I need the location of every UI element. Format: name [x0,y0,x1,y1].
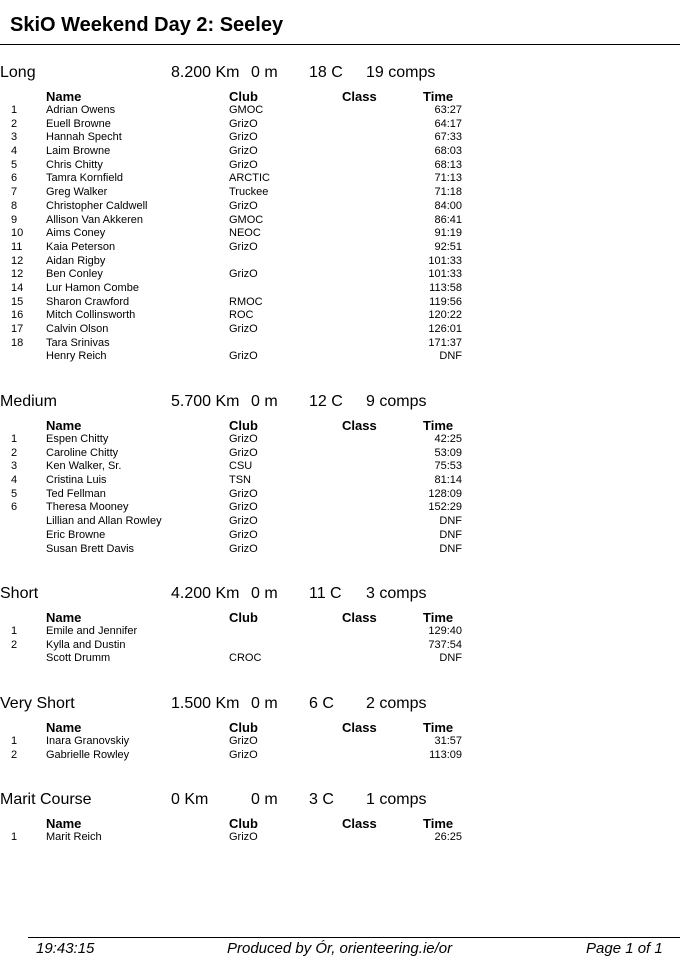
competitor-name: Scott Drumm [46,652,111,665]
class-column-header: Class [342,720,377,735]
result-time: DNF [439,515,462,528]
course-section-long [0,64,680,364]
competitor-name: Susan Brett Davis [46,542,135,555]
competitor-name: Lur Hamon Combe [46,281,139,294]
result-time: DNF [439,528,462,541]
competitor-name: Caroline Chitty [46,446,119,459]
result-time: 26:25 [434,831,462,843]
course-controls: 12 C [309,393,343,410]
result-time: 31:57 [434,735,462,747]
result-time: 737:54 [428,638,462,651]
name-column-header: Name [46,816,82,831]
result-position: 1 [11,433,18,445]
result-time: 129:40 [428,625,462,637]
competitor-name: Sharon Crawford [46,295,130,308]
result-position: 18 [11,336,24,349]
course-header [0,393,680,415]
result-row [0,282,680,296]
competitor-name: Aidan Rigby [46,254,106,267]
competitor-club: GrizO [229,433,258,445]
result-position: 9 [11,213,18,226]
result-row [0,200,680,214]
competitor-club: GrizO [229,748,258,761]
competitor-club: GrizO [229,268,258,281]
competitor-name: Laim Browne [46,145,111,158]
competitor-name: Tara Srinivas [46,336,110,349]
competitor-club: CSU [229,460,253,473]
class-column-header: Class [342,610,377,625]
result-row [0,323,680,337]
course-name: Very Short [0,695,75,712]
result-row [0,145,680,159]
column-headers [0,418,680,433]
competitor-name: Christopher Caldwell [46,199,148,212]
result-time: 42:25 [434,433,462,445]
result-row [0,433,680,447]
result-position: 2 [11,748,18,761]
result-position: 12 [11,254,24,267]
result-time: 101:33 [428,254,462,267]
class-column-header: Class [342,816,377,831]
time-column-header: Time [423,610,454,625]
course-length: 4.200 Km [171,585,240,602]
result-position: 16 [11,309,24,322]
footer-time: 19:43:15 [36,940,95,957]
result-row [0,131,680,145]
result-position: 5 [11,487,18,500]
competitor-name: Eric Browne [46,528,106,541]
result-time: 92:51 [434,240,462,253]
competitor-name: Henry Reich [46,350,107,363]
results-list [0,104,680,364]
competitor-club: GrizO [229,323,258,335]
course-name: Short [0,585,39,602]
result-position: 12 [11,268,24,281]
result-row [0,337,680,351]
competitor-name: Kaia Peterson [46,240,116,253]
result-time: 71:13 [434,172,462,185]
competitor-club: ROC [229,309,254,322]
course-controls: 11 C [309,585,342,602]
result-row [0,831,680,845]
competitor-name: Kylla and Dustin [46,638,126,651]
result-time: DNF [439,652,462,665]
result-row [0,639,680,653]
competitor-name: Hannah Specht [46,131,122,144]
competitor-name: Mitch Collinsworth [46,309,136,322]
result-row [0,447,680,461]
result-time: 171:37 [428,336,462,349]
result-row [0,268,680,282]
name-column-header: Name [46,418,82,433]
course-name: Long [0,64,36,81]
competitor-club: GrizO [229,117,258,130]
competitor-name: Espen Chitty [46,433,109,445]
result-position: 11 [11,240,23,253]
course-length: 8.200 Km [171,64,240,81]
result-time: 63:27 [434,104,462,116]
result-position: 17 [11,323,24,335]
result-row [0,652,680,666]
competitor-club: GrizO [229,515,258,528]
name-column-header: Name [46,89,82,104]
result-position: 7 [11,186,18,199]
competitor-club: GrizO [229,240,258,253]
course-climb: 0 m [251,585,278,602]
result-position: 1 [11,831,18,843]
competitor-club: ARCTIC [229,172,270,185]
results-list [0,433,680,556]
competitor-name: Adrian Owens [46,104,116,116]
competitor-name: Cristina Luis [46,474,107,487]
competitor-club: Truckee [229,186,269,199]
result-time: 128:09 [428,487,462,500]
result-position: 15 [11,295,24,308]
result-position: 4 [11,474,18,487]
time-column-header: Time [423,89,454,104]
course-competitors: 1 comps [366,791,427,808]
club-column-header: Club [229,418,258,433]
competitor-name: Ted Fellman [46,487,106,500]
competitor-club: NEOC [229,227,261,240]
column-headers [0,720,680,735]
competitor-club: GrizO [229,199,258,212]
result-position: 14 [11,281,24,294]
result-position: 6 [11,501,18,514]
course-section-medium [0,393,680,556]
result-row [0,460,680,474]
results-list [0,831,680,845]
page-title: SkiO Weekend Day 2: Seeley [10,14,284,36]
result-position: 1 [11,625,18,637]
column-headers [0,816,680,831]
footer-produced-by: Produced by Ór, orienteering.ie/or [227,940,453,957]
course-climb: 0 m [251,791,278,808]
course-header [0,695,680,717]
result-row [0,255,680,269]
competitor-club: GrizO [229,487,258,500]
course-header [0,791,680,813]
result-row [0,749,680,763]
course-climb: 0 m [251,393,278,410]
competitor-name: Allison Van Akkeren [46,213,144,226]
column-headers [0,610,680,625]
result-time: 71:18 [434,186,462,199]
competitor-club: GrizO [229,145,258,158]
course-header [0,585,680,607]
competitor-name: Euell Browne [46,117,111,130]
course-climb: 0 m [251,64,278,81]
name-column-header: Name [46,610,82,625]
result-time: 64:17 [434,117,462,130]
result-position: 6 [11,172,18,185]
competitor-name: Lillian and Allan Rowley [46,515,162,528]
competitor-name: Ken Walker, Sr. [46,460,122,473]
club-column-header: Club [229,610,258,625]
result-row [0,529,680,543]
result-position: 1 [11,104,18,116]
result-row [0,515,680,529]
result-time: 81:14 [434,474,462,487]
result-time: 53:09 [434,446,462,459]
course-section-very-short [0,695,680,762]
competitor-club: GrizO [229,528,258,541]
course-climb: 0 m [251,695,278,712]
competitor-name: Chris Chitty [46,158,103,171]
name-column-header: Name [46,720,82,735]
competitor-club: GrizO [229,735,258,747]
course-controls: 3 C [309,791,334,808]
results-list [0,625,680,666]
club-column-header: Club [229,816,258,831]
competitor-name: Gabrielle Rowley [46,748,130,761]
result-row [0,214,680,228]
competitor-name: Calvin Olson [46,323,109,335]
result-position: 3 [11,460,18,473]
result-time: 67:33 [434,131,462,144]
time-column-header: Time [423,418,454,433]
course-length: 1.500 Km [171,695,240,712]
result-row [0,227,680,241]
course-competitors: 9 comps [366,393,427,410]
competitor-club: GrizO [229,350,258,363]
result-row [0,186,680,200]
result-time: 68:13 [434,158,462,171]
competitor-club: GMOC [229,104,264,116]
result-row [0,159,680,173]
competitor-name: Emile and Jennifer [46,625,138,637]
club-column-header: Club [229,720,258,735]
course-name: Medium [0,393,57,410]
result-time: 84:00 [434,199,462,212]
competitor-name: Aims Coney [46,227,106,240]
class-column-header: Class [342,89,377,104]
course-competitors: 2 comps [366,695,427,712]
result-position: 2 [11,446,18,459]
result-row [0,625,680,639]
competitor-name: Theresa Mooney [46,501,129,514]
competitor-name: Tamra Kornfield [46,172,124,185]
competitor-name: Ben Conley [46,268,103,281]
time-column-header: Time [423,720,454,735]
course-header [0,64,680,86]
result-row [0,501,680,515]
result-time: 101:33 [428,268,462,281]
result-position: 4 [11,145,18,158]
course-competitors: 3 comps [366,585,427,602]
title-divider [0,44,680,45]
course-name: Marit Course [0,791,92,808]
club-column-header: Club [229,89,258,104]
result-time: 120:22 [428,309,462,322]
course-competitors: 19 comps [366,64,436,81]
result-row [0,118,680,132]
result-row [0,296,680,310]
result-row [0,172,680,186]
course-length: 5.700 Km [171,393,240,410]
result-row [0,543,680,557]
footer-divider [28,937,680,938]
competitor-club: CROC [229,652,262,665]
competitor-name: Inara Granovskiy [46,735,130,747]
footer-page-number: Page 1 of 1 [586,940,663,957]
result-position: 2 [11,117,18,130]
competitor-club: GMOC [229,213,264,226]
course-section-marit [0,791,680,845]
result-time: 152:29 [428,501,462,514]
time-column-header: Time [423,816,454,831]
result-row [0,241,680,255]
result-time: 91:19 [434,227,462,240]
course-section-short [0,585,680,666]
result-row [0,735,680,749]
result-time: 113:58 [429,281,462,294]
result-position: 10 [11,227,24,240]
competitor-club: GrizO [229,446,258,459]
result-row [0,309,680,323]
results-list [0,735,680,762]
competitor-club: GrizO [229,158,258,171]
competitor-club: RMOC [229,295,263,308]
result-time: DNF [439,350,462,363]
result-position: 5 [11,158,18,171]
result-time: 113:09 [429,748,462,761]
result-time: 68:03 [434,145,462,158]
course-controls: 6 C [309,695,334,712]
result-time: 75:53 [434,460,462,473]
class-column-header: Class [342,418,377,433]
result-position: 3 [11,131,18,144]
result-time: DNF [439,542,462,555]
result-time: 86:41 [434,213,462,226]
competitor-name: Greg Walker [46,186,108,199]
result-position: 1 [11,735,18,747]
competitor-club: GrizO [229,542,258,555]
competitor-club: GrizO [229,131,258,144]
result-row [0,488,680,502]
competitor-club: GrizO [229,831,258,843]
result-row [0,104,680,118]
competitor-club: TSN [229,474,251,487]
competitor-club: GrizO [229,501,258,514]
result-row [0,474,680,488]
result-time: 119:56 [429,295,462,308]
course-length: 0 Km [171,791,209,808]
result-row [0,350,680,364]
result-position: 8 [11,199,18,212]
result-time: 126:01 [428,323,462,335]
column-headers [0,89,680,104]
result-position: 2 [11,638,18,651]
competitor-name: Marit Reich [46,831,102,843]
course-controls: 18 C [309,64,343,81]
